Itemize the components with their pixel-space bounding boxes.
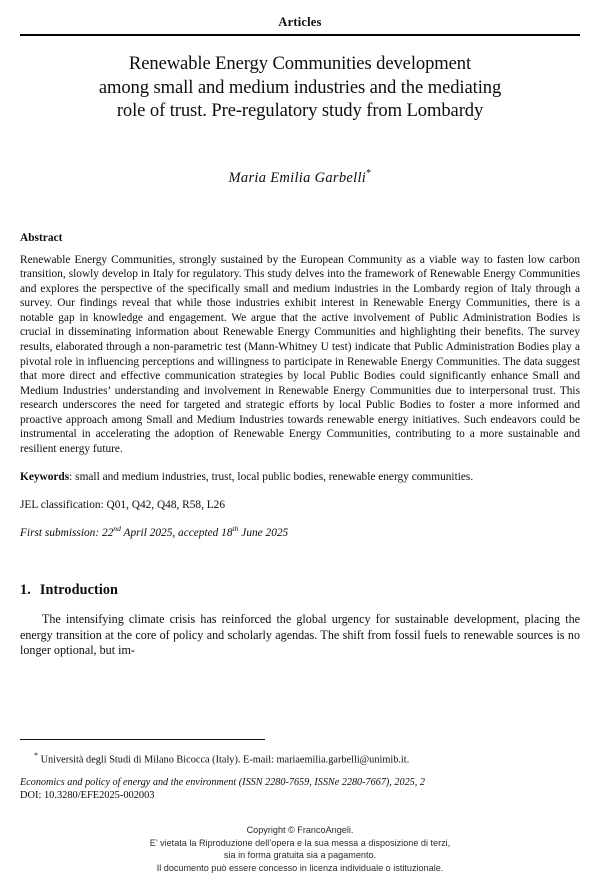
jel-label: JEL classification	[20, 498, 101, 511]
submission-ordinal-second: th	[232, 524, 239, 534]
keywords-separator: :	[69, 471, 76, 484]
page-title	[20, 52, 580, 123]
abstract-heading: Abstract	[20, 231, 63, 244]
page-content	[20, 0, 580, 659]
submission-middle: April 2025, accepted 18	[120, 527, 233, 540]
author-footnote-marker: *	[366, 167, 372, 179]
jel-separator: :	[100, 498, 107, 511]
footnote-marker: *	[34, 751, 38, 761]
submission-ordinal-first: nd	[113, 524, 121, 534]
journal-citation-line: Economics and policy of energy and the environment (ISSN 2280-7659, ISSNe 2280-7667), 2025, 2	[20, 776, 425, 788]
footnote-body: Università degli Studi di Milano Bicocca (Italy). E-mail: mariaemilia.garbelli@unimib.it.	[38, 754, 410, 766]
title-line-3: role of trust. Pre-regulatory study from Lombardy	[116, 100, 484, 122]
section-body: The intensifying climate crisis has reinforced the global urgency for sustainable development, placing the energy transition at the core of policy and scholarly agendas. The shift from fossil fuels to renewable sources is no longer optional, but im-	[20, 611, 580, 658]
submission-dates-line	[20, 526, 580, 541]
section-heading	[20, 582, 580, 599]
abstract-body: Renewable Energy Communities, strongly sustained by the European Community as a viable way to fasten low carbon transition, slowly develop in Italy for regulatory. This study delves into the framework of Renewable Energy Communities and explores the perspective of the specifically small and medium industries in the Lombardy region of Italy through a survey. Our findings reveal that while those industries exhibit interest in Renewable Energy Communities, there is a notable gap in knowledge and engagement. We argue that the active involvement of Public Administration Bodies is crucial in disseminating information about Renewable Energy Communities and highlighting their benefits. The survey results, elaborated through a non-parametric test (Mann-Whitney U test) indicate that Public Administration Bodies play a pivotal role in influencing perceptions and willingness to participate in Renewable Energy Communities. The data suggest that more direct and effective communication strategies by local Public Bodies could significantly enhance Small and Medium Industries’ understanding and involvement in Renewable Energy Communities due to interpersonal trust. This research underscores the need for targeted and strategic efforts by local Public Bodies to foster a more informed and proactive approach among Small and Medium Industries towards renewable energy initiatives. Such endeavors could be instrumental in accelerating the adoption of Renewable Energy Communities, contributing to a more sustainable and resilient energy future.	[20, 253, 580, 455]
author-affiliation-footnote	[20, 749, 580, 766]
copyright-line-4: Il documento può essere concesso in licenza individuale o istituzionale.	[156, 862, 444, 873]
section-number: 1.	[20, 581, 31, 598]
keywords-label: Keywords	[20, 471, 70, 484]
author-name-text: Maria Emilia Garbelli	[228, 169, 367, 186]
author-name	[228, 167, 372, 186]
header-rule	[20, 34, 580, 37]
section-title: Introduction	[39, 581, 119, 598]
jel-classification-line	[20, 498, 580, 513]
footnote-area	[20, 739, 580, 802]
footnote-rule	[20, 739, 265, 740]
keywords-line	[20, 470, 580, 485]
copyright-line-2: E’ vietata la Riproduzione dell’opera e la sua messa a disposizione di terzi,	[149, 837, 451, 848]
running-head: Articles	[278, 15, 322, 29]
copyright-footer	[0, 824, 600, 874]
doi-line: DOI: 10.3280/EFE2025-002003	[20, 789, 155, 801]
abstract-section	[20, 232, 580, 457]
introduction-section	[20, 582, 580, 659]
submission-prefix: First submission: 22	[20, 527, 114, 540]
jel-value: Q01, Q42, Q48, R58, L26	[106, 498, 226, 511]
copyright-line-3: sia in forma gratuita sia a pagamento.	[223, 850, 377, 861]
title-line-1: Renewable Energy Communities development	[128, 53, 472, 75]
copyright-line-1: Copyright © FrancoAngeli.	[246, 825, 354, 835]
keywords-value: small and medium industries, trust, local public bodies, renewable energy communities.	[75, 471, 474, 484]
title-line-2: among small and medium industries and the mediating	[98, 76, 502, 98]
submission-suffix: June 2025	[238, 527, 289, 540]
author-block	[20, 168, 580, 187]
